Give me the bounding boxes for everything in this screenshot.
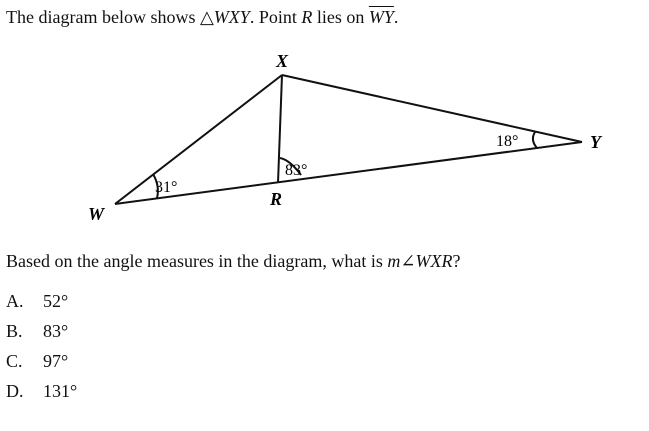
intro-prefix: The diagram below shows: [6, 7, 200, 27]
intro-middle: . Point: [249, 7, 302, 27]
label-x: X: [276, 51, 289, 71]
side-wy: [115, 142, 582, 204]
intro-point: R: [301, 7, 313, 27]
label-y: Y: [590, 132, 601, 152]
intro-segment: $\overline{WY}$: [368, 7, 394, 27]
choice-letter: C.: [6, 351, 23, 371]
question-expr: m∠WXR: [387, 251, 453, 271]
angle-arc-y: [533, 132, 537, 148]
choice-value: 52°: [43, 291, 69, 311]
choice-d[interactable]: [6, 380, 77, 402]
angle-label-r: 83°: [285, 162, 308, 179]
choice-a[interactable]: [6, 290, 68, 312]
angle-label-w: 31°: [155, 179, 178, 196]
intro-lies: lies on: [312, 7, 369, 27]
segment-xr: [278, 75, 282, 183]
choice-letter: D.: [6, 381, 24, 401]
question-text: [6, 250, 460, 272]
label-w: W: [88, 204, 105, 224]
angle-label-y: 18°: [496, 133, 519, 150]
question-prefix: Based on the angle measures in the diagram, what is: [6, 251, 388, 271]
choice-value: 131°: [43, 381, 78, 401]
choice-letter: A.: [6, 291, 24, 311]
choice-c[interactable]: [6, 350, 68, 372]
intro-triangle: △WXY: [199, 7, 250, 27]
side-xy: [282, 75, 582, 142]
choice-value: 97°: [43, 351, 69, 371]
choice-b[interactable]: [6, 320, 68, 342]
choice-letter: B.: [6, 321, 23, 341]
label-r: R: [270, 189, 283, 209]
question-suffix: ?: [452, 251, 461, 271]
choice-value: 83°: [43, 321, 69, 341]
intro-suffix: .: [393, 7, 399, 27]
